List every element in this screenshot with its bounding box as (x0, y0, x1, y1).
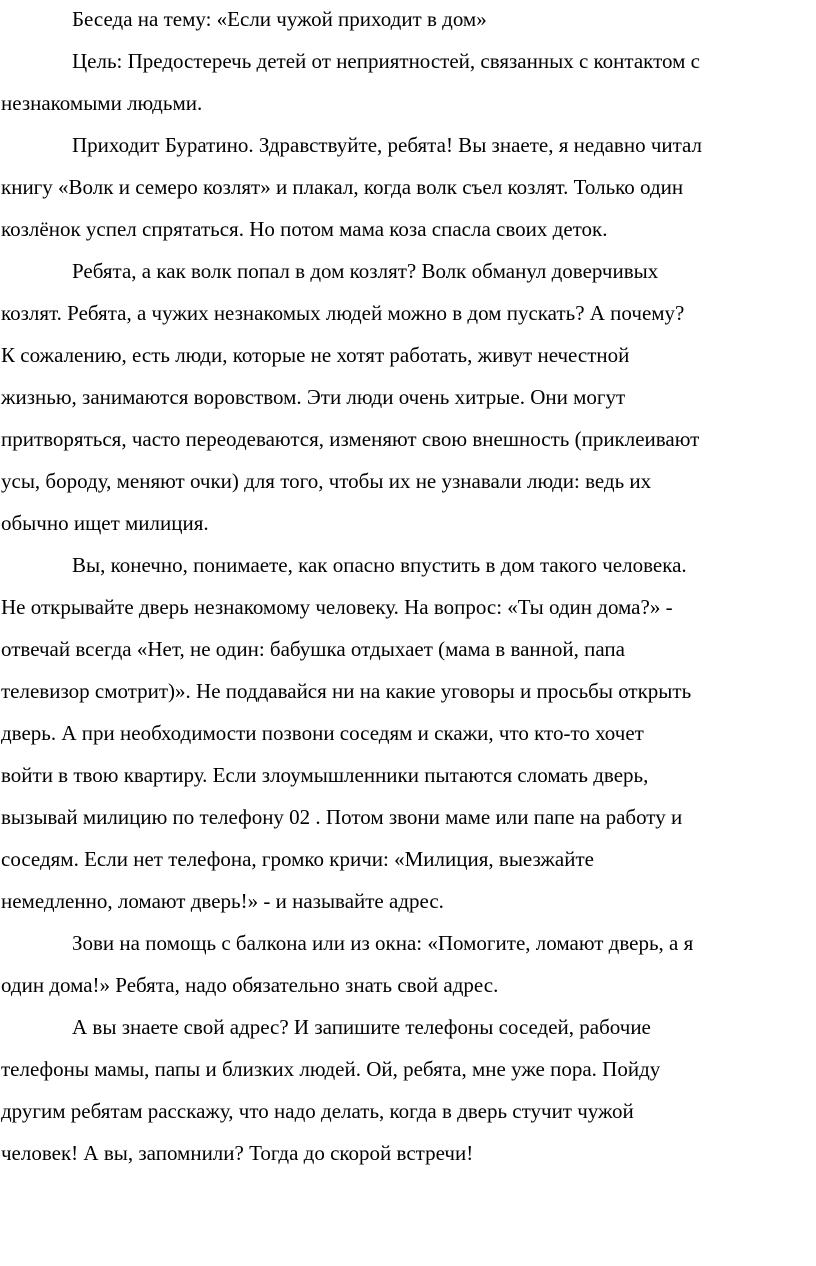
text-line: книгу «Волк и семеро козлят» и плакал, когда волк съел козлят. Только один (1, 175, 684, 199)
goal-line: Цель: Предостеречь детей от неприятностей, связанных с контактом с (72, 49, 700, 73)
text-line: человек! А вы, запомнили? Тогда до скорой встречи! (1, 1141, 474, 1165)
paragraph-start-line: Приходит Буратино. Здравствуйте, ребята! Вы знаете, я недавно читал (72, 133, 703, 157)
text-line: дверь. А при необходимости позвони соседям и скажи, что кто-то хочет (1, 721, 644, 745)
text-line: вызывай милицию по телефону 02 . Потом звони маме или папе на работу и (1, 805, 683, 829)
text-line: усы, бороду, меняют очки) для того, чтобы их не узнавали люди: ведь их (1, 469, 652, 493)
text-line: жизнью, занимаются воровством. Эти люди очень хитрые. Они могут (1, 385, 626, 409)
text-line: козлят. Ребята, а чужих незнакомых людей можно в дом пускать? А почему? (1, 301, 685, 325)
text-line: обычно ищет милиция. (1, 511, 209, 535)
text-line: немедленно, ломают дверь!» - и называйте адрес. (1, 889, 444, 913)
text-line: войти в твою квартиру. Если злоумышленники пытаются сломать дверь, (1, 763, 649, 787)
text-line: отвечай всегда «Нет, не один: бабушка отдыхает (мама в ванной, папа (1, 637, 625, 661)
paragraph-start-line: А вы знаете свой адрес? И запишите телефоны соседей, рабочие (72, 1015, 651, 1039)
text-line: другим ребятам расскажу, что надо делать, когда в дверь стучит чужой (1, 1099, 634, 1123)
paragraph-start-line: Ребята, а как волк попал в дом козлят? Волк обманул доверчивых (72, 259, 659, 283)
text-line: телевизор смотрит)». Не поддавайся ни на какие уговоры и просьбы открыть (1, 679, 692, 703)
paragraph-start-line: Вы, конечно, понимаете, как опасно впустить в дом такого человека. (72, 553, 687, 577)
text-line: один дома!» Ребята, надо обязательно знать свой адрес. (1, 973, 499, 997)
paragraph-start-line: Зови на помощь с балкона или из окна: «Помогите, ломают дверь, а я (72, 931, 694, 955)
text-line: телефоны мамы, папы и близких людей. Ой, ребята, мне уже пора. Пойду (1, 1057, 661, 1081)
text-line: соседям. Если нет телефона, громко кричи: «Милиция, выезжайте (1, 847, 594, 871)
text-line: Не открывайте дверь незнакомому человеку. На вопрос: «Ты один дома?» - (1, 595, 673, 619)
text-line: незнакомыми людьми. (1, 91, 203, 115)
text-line: притворяться, часто переодеваются, изменяют свою внешность (приклеивают (1, 427, 700, 451)
title-line: Беседа на тему: «Если чужой приходит в дом» (72, 7, 487, 31)
text-line: козлёнок успел спрятаться. Но потом мама коза спасла своих деток. (1, 217, 608, 241)
text-line: К сожалению, есть люди, которые не хотят работать, живут нечестной (1, 343, 630, 367)
